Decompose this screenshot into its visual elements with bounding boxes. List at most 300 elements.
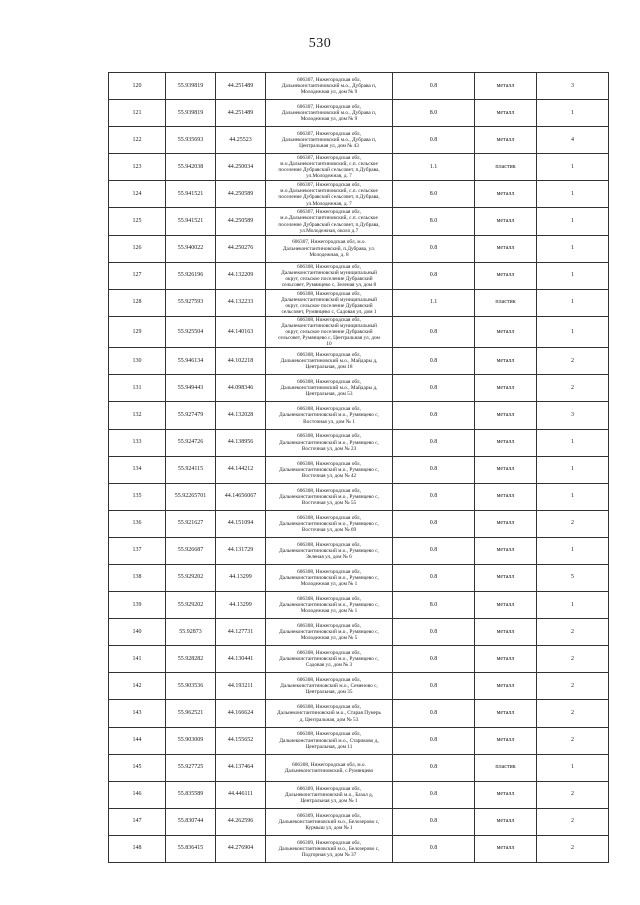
longitude-cell: 44.098346 bbox=[216, 375, 266, 402]
page-number: 530 bbox=[308, 36, 332, 51]
container-count-cell: 1 bbox=[537, 316, 609, 347]
address-line: Центральная, дом 11 bbox=[305, 743, 353, 750]
address-line: Молодежная ул, дом № 1 bbox=[300, 581, 358, 588]
address-line: м.о.Дальнеконстантиновский, с.п. сельское bbox=[280, 215, 378, 222]
table-row bbox=[109, 564, 609, 591]
latitude-cell: 55.929202 bbox=[166, 564, 216, 591]
latitude-cell: 55.835589 bbox=[166, 781, 216, 808]
row-number-cell: 127 bbox=[109, 262, 166, 289]
container-volume-cell: 0.8 bbox=[393, 510, 475, 537]
table-row bbox=[109, 181, 609, 208]
material-cell: металл bbox=[475, 510, 537, 537]
latitude-cell: 55.929202 bbox=[166, 592, 216, 619]
material-cell: металл bbox=[475, 208, 537, 235]
address-line: Центральная ул, дом № 1 bbox=[300, 797, 358, 804]
latitude-cell: 55.941521 bbox=[166, 181, 216, 208]
material-cell: металл bbox=[475, 402, 537, 429]
longitude-cell: 44.193211 bbox=[216, 673, 266, 700]
address-line: 606307, Нижегородская обл, bbox=[297, 131, 361, 138]
latitude-cell: 55.939819 bbox=[166, 73, 216, 100]
container-volume-cell: 0.8 bbox=[393, 619, 475, 646]
material-cell: металл bbox=[475, 127, 537, 154]
container-volume-cell: 0.8 bbox=[393, 73, 475, 100]
address-line: 606308, Нижегородская обл, bbox=[297, 352, 361, 359]
container-count-cell: 2 bbox=[537, 808, 609, 835]
container-volume-cell: 8.0 bbox=[393, 100, 475, 127]
container-volume-cell: 0.8 bbox=[393, 727, 475, 754]
address-line: округ, сельское поселение Дубравский bbox=[285, 329, 373, 335]
address-line: Дальнеконстантиновский м.о., Стариково д, bbox=[279, 737, 379, 744]
latitude-cell: 55.921627 bbox=[166, 510, 216, 537]
container-volume-cell: 0.8 bbox=[393, 673, 475, 700]
material-cell: металл bbox=[475, 375, 537, 402]
latitude-cell: 55.830744 bbox=[166, 808, 216, 835]
address-line: Центральная, дом 18 bbox=[305, 364, 353, 371]
address-cell bbox=[266, 348, 393, 375]
container-volume-cell: 0.8 bbox=[393, 402, 475, 429]
table-row bbox=[109, 154, 609, 181]
address-line: 606308, Нижегородская обл, bbox=[297, 379, 361, 386]
row-number-cell: 147 bbox=[109, 808, 166, 835]
container-count-cell: 2 bbox=[537, 781, 609, 808]
table-row bbox=[109, 402, 609, 429]
container-volume-cell: 8.0 bbox=[393, 592, 475, 619]
material-cell: металл bbox=[475, 646, 537, 673]
latitude-cell: 55.903536 bbox=[166, 673, 216, 700]
latitude-cell: 55.925504 bbox=[166, 316, 216, 347]
container-count-cell: 2 bbox=[537, 646, 609, 673]
container-volume-cell: 0.8 bbox=[393, 564, 475, 591]
row-number-cell: 139 bbox=[109, 592, 166, 619]
address-cell bbox=[266, 429, 393, 456]
latitude-cell: 55.939819 bbox=[166, 100, 216, 127]
address-line: Центральная, дом 35 bbox=[305, 689, 353, 696]
address-line: Дальнеконстантиновский м.о., Румянцево с, bbox=[279, 466, 379, 473]
address-line: Курмыш ул, дом № 1 bbox=[305, 824, 353, 831]
registry-body bbox=[109, 73, 609, 863]
longitude-cell: 44.144212 bbox=[216, 456, 266, 483]
address-line: 606308, Нижегородская обл, bbox=[297, 704, 361, 711]
latitude-cell: 55.92265701 bbox=[166, 483, 216, 510]
address-line: Садовая ул, дом № 3 bbox=[305, 662, 353, 669]
table-row bbox=[109, 700, 609, 727]
address-line: 606308, Нижегородская обл, bbox=[297, 568, 361, 575]
material-cell: металл bbox=[475, 348, 537, 375]
address-line: Молодежная ул, дом № 9 bbox=[300, 116, 358, 123]
container-volume-cell: 0.8 bbox=[393, 646, 475, 673]
longitude-cell: 44.132209 bbox=[216, 262, 266, 289]
container-volume-cell: 0.8 bbox=[393, 127, 475, 154]
address-line: 606308, Нижегородская обл, bbox=[297, 263, 361, 270]
row-number-cell: 144 bbox=[109, 727, 166, 754]
container-count-cell: 1 bbox=[537, 235, 609, 262]
material-cell: металл bbox=[475, 537, 537, 564]
container-volume-cell: 0.8 bbox=[393, 429, 475, 456]
address-line: поселение Дубравский сельсовет, п.Дубрава, bbox=[278, 221, 380, 228]
address-line: Дальнеконстантиновский м.о., Дубрава п, bbox=[281, 137, 377, 144]
address-line: 10 bbox=[326, 341, 332, 348]
address-cell bbox=[266, 154, 393, 181]
latitude-cell: 55.946134 bbox=[166, 348, 216, 375]
address-cell bbox=[266, 483, 393, 510]
table-row bbox=[109, 208, 609, 235]
latitude-cell: 55.924115 bbox=[166, 456, 216, 483]
container-volume-cell: 0.8 bbox=[393, 316, 475, 347]
longitude-cell: 44.250034 bbox=[216, 154, 266, 181]
row-number-cell: 122 bbox=[109, 127, 166, 154]
material-cell: металл bbox=[475, 781, 537, 808]
latitude-cell: 55.836415 bbox=[166, 835, 216, 862]
longitude-cell: 44.262596 bbox=[216, 808, 266, 835]
longitude-cell: 44.446111 bbox=[216, 781, 266, 808]
longitude-cell: 44.250276 bbox=[216, 235, 266, 262]
address-cell bbox=[266, 73, 393, 100]
table-row bbox=[109, 483, 609, 510]
latitude-cell: 55.926687 bbox=[166, 537, 216, 564]
address-line: 606308, Нижегородская обл, bbox=[297, 460, 361, 467]
latitude-cell: 55.941521 bbox=[166, 208, 216, 235]
row-number-cell: 126 bbox=[109, 235, 166, 262]
address-cell bbox=[266, 402, 393, 429]
address-line: Дальнеконстантиновский, с.Румянцево bbox=[284, 767, 374, 774]
address-line: Дальнеконстантиновский м.о., Базал д, bbox=[284, 791, 374, 798]
address-line: Подгорная ул, дом № 37 bbox=[301, 852, 357, 858]
address-cell bbox=[266, 808, 393, 835]
longitude-cell: 44.127731 bbox=[216, 619, 266, 646]
row-number-cell: 140 bbox=[109, 619, 166, 646]
address-line: Дальнеконстантиновский м.о., Семеново с, bbox=[280, 683, 378, 690]
longitude-cell: 44.132028 bbox=[216, 402, 266, 429]
address-cell bbox=[266, 646, 393, 673]
address-line: Дальнеконстантиновский м.о., Румянцево с, bbox=[279, 602, 379, 609]
material-cell: металл bbox=[475, 808, 537, 835]
address-cell bbox=[266, 100, 393, 127]
address-line: 606308, Нижегородская обл, bbox=[297, 677, 361, 684]
address-cell bbox=[266, 619, 393, 646]
latitude-cell: 55.928282 bbox=[166, 646, 216, 673]
address-line: Дальнеконстантиновский муниципальный bbox=[281, 269, 377, 276]
container-count-cell: 4 bbox=[537, 127, 609, 154]
container-count-cell: 2 bbox=[537, 673, 609, 700]
container-count-cell: 1 bbox=[537, 289, 609, 316]
table-row bbox=[109, 262, 609, 289]
container-count-cell: 2 bbox=[537, 619, 609, 646]
address-line: сельсовет, Румянцево с, Центральная ул, дом bbox=[278, 335, 380, 342]
longitude-cell: 44.138956 bbox=[216, 429, 266, 456]
table-row bbox=[109, 646, 609, 673]
container-count-cell: 2 bbox=[537, 348, 609, 375]
material-cell: металл bbox=[475, 673, 537, 700]
address-line: Восточная ул, дом № 42 bbox=[301, 472, 357, 479]
longitude-cell: 44.130441 bbox=[216, 646, 266, 673]
longitude-cell: 44.155652 bbox=[216, 727, 266, 754]
table-row bbox=[109, 835, 609, 862]
longitude-cell: 44.13299 bbox=[216, 592, 266, 619]
address-line: Дальнеконстантиновский м.о., Румянцево с, bbox=[279, 574, 379, 581]
latitude-cell: 55.927725 bbox=[166, 754, 216, 781]
row-number-cell: 138 bbox=[109, 564, 166, 591]
row-number-cell: 135 bbox=[109, 483, 166, 510]
longitude-cell: 44.250589 bbox=[216, 181, 266, 208]
table-row bbox=[109, 781, 609, 808]
material-cell: металл bbox=[475, 700, 537, 727]
address-cell bbox=[266, 262, 393, 289]
material-cell: металл bbox=[475, 835, 537, 862]
latitude-cell: 55.924726 bbox=[166, 429, 216, 456]
address-line: поселение Дубравский сельсовет, п.Дубрава, bbox=[278, 194, 380, 201]
material-cell: металл bbox=[475, 73, 537, 100]
address-line: Дальнеконстантиновский м.о., Белозерово с, bbox=[278, 845, 380, 852]
address-line: м.о.Дальнеконстантиновский, с.п. сельское bbox=[280, 161, 378, 168]
material-cell: металл bbox=[475, 483, 537, 510]
address-line: Зеленая ул, дом № 6 bbox=[306, 553, 352, 560]
row-number-cell: 124 bbox=[109, 181, 166, 208]
address-cell bbox=[266, 700, 393, 727]
longitude-cell: 44.14656067 bbox=[216, 483, 266, 510]
container-count-cell: 1 bbox=[537, 537, 609, 564]
material-cell: металл bbox=[475, 456, 537, 483]
latitude-cell: 55.940022 bbox=[166, 235, 216, 262]
table-row bbox=[109, 316, 609, 347]
container-count-cell: 1 bbox=[537, 262, 609, 289]
material-cell: металл bbox=[475, 564, 537, 591]
material-cell: пластик bbox=[475, 289, 537, 316]
table-row bbox=[109, 673, 609, 700]
longitude-cell: 44.25523 bbox=[216, 127, 266, 154]
material-cell: пластик bbox=[475, 754, 537, 781]
address-line: 606308, Нижегородская обл, bbox=[297, 406, 361, 413]
address-line: Восточная ул, дом № 55 bbox=[301, 499, 357, 506]
address-cell bbox=[266, 375, 393, 402]
container-count-cell: 2 bbox=[537, 510, 609, 537]
address-line: 606307, Нижегородская обл, м.о. bbox=[292, 239, 366, 246]
address-line: 606307, Нижегородская обл, bbox=[297, 155, 361, 162]
container-count-cell: 1 bbox=[537, 456, 609, 483]
address-line: Дальнеконстантиновский м.о., Дубрава п, bbox=[281, 83, 377, 89]
material-cell: металл bbox=[475, 262, 537, 289]
latitude-cell: 55.942038 bbox=[166, 154, 216, 181]
material-cell: металл bbox=[475, 727, 537, 754]
latitude-cell: 55.903009 bbox=[166, 727, 216, 754]
row-number-cell: 121 bbox=[109, 100, 166, 127]
table-row bbox=[109, 727, 609, 754]
container-count-cell: 1 bbox=[537, 429, 609, 456]
address-line: Восточная ул, дом № 23 bbox=[301, 445, 357, 452]
address-cell bbox=[266, 235, 393, 262]
longitude-cell: 44.132233 bbox=[216, 289, 266, 316]
address-line: 606308, Нижегородская обл, bbox=[297, 731, 361, 738]
address-line: 606308, Нижегородская обл, bbox=[297, 650, 361, 657]
container-volume-cell: 0.8 bbox=[393, 808, 475, 835]
address-line: 606308, Нижегородская обл, bbox=[297, 623, 361, 630]
address-cell bbox=[266, 727, 393, 754]
address-line: ул.Молодежная, около д.7 bbox=[299, 227, 359, 234]
row-number-cell: 146 bbox=[109, 781, 166, 808]
address-line: Дальнеконстантиновский м.о., Румянцево с, bbox=[279, 493, 379, 500]
address-line: Дальнеконстантиновский муниципальный bbox=[281, 296, 377, 303]
address-line: Дальнеконстантиновский м.о., Румянцево с, bbox=[279, 629, 379, 636]
address-line: Дальнеконстантиновский м.о., Румянцево с, bbox=[279, 520, 379, 527]
row-number-cell: 131 bbox=[109, 375, 166, 402]
longitude-cell: 44.151094 bbox=[216, 510, 266, 537]
container-volume-cell: 0.8 bbox=[393, 235, 475, 262]
container-count-cell: 1 bbox=[537, 592, 609, 619]
container-count-cell: 1 bbox=[537, 754, 609, 781]
container-volume-cell: 0.8 bbox=[393, 700, 475, 727]
container-count-cell: 2 bbox=[537, 700, 609, 727]
address-cell bbox=[266, 181, 393, 208]
address-line: 606308, Нижегородская обл, м.о. bbox=[292, 761, 366, 768]
address-line: Дальнеконстантиновский муниципальный bbox=[281, 322, 377, 329]
container-count-cell: 1 bbox=[537, 208, 609, 235]
table-row bbox=[109, 429, 609, 456]
container-volume-cell: 0.8 bbox=[393, 835, 475, 862]
table-row bbox=[109, 127, 609, 154]
address-cell bbox=[266, 835, 393, 862]
table-row bbox=[109, 510, 609, 537]
address-line: Дальнеконстантиновский м.о., Румянцево с, bbox=[279, 656, 379, 663]
row-number-cell: 133 bbox=[109, 429, 166, 456]
table-row bbox=[109, 73, 609, 100]
address-line: Дальнеконстантиновский м.о., Майдары д, bbox=[280, 358, 378, 365]
address-cell bbox=[266, 673, 393, 700]
address-cell bbox=[266, 127, 393, 154]
table-row bbox=[109, 537, 609, 564]
longitude-cell: 44.251489 bbox=[216, 100, 266, 127]
container-volume-cell: 0.8 bbox=[393, 483, 475, 510]
table-row bbox=[109, 754, 609, 781]
row-number-cell: 130 bbox=[109, 348, 166, 375]
address-line: Дальнеконстантиновский м.о., Белозерово с, bbox=[278, 818, 380, 825]
table-row bbox=[109, 592, 609, 619]
longitude-cell: 44.131729 bbox=[216, 537, 266, 564]
address-line: 606308, Нижегородская обл, bbox=[297, 433, 361, 440]
address-cell bbox=[266, 456, 393, 483]
material-cell: металл bbox=[475, 316, 537, 347]
longitude-cell: 44.13299 bbox=[216, 564, 266, 591]
material-cell: металл bbox=[475, 592, 537, 619]
address-line: Восточная ул, дом № 1 bbox=[303, 418, 355, 425]
address-line: Центральная ул, дом № 43 bbox=[299, 143, 359, 150]
address-line: 606309, Нижегородская обл, bbox=[297, 839, 361, 846]
longitude-cell: 44.166624 bbox=[216, 700, 266, 727]
address-line: поселение Дубравский сельсовет, п.Дубрава, bbox=[278, 167, 380, 174]
address-line: 606309, Нижегородская обл, bbox=[297, 785, 361, 792]
longitude-cell: 44.102218 bbox=[216, 348, 266, 375]
address-cell bbox=[266, 781, 393, 808]
container-count-cell: 1 bbox=[537, 181, 609, 208]
longitude-cell: 44.276904 bbox=[216, 835, 266, 862]
table-row bbox=[109, 456, 609, 483]
longitude-cell: 44.140163 bbox=[216, 316, 266, 347]
container-volume-cell: 0.8 bbox=[393, 456, 475, 483]
address-line: Дальнеконстантиновский м.о., Дубрава п, bbox=[281, 110, 377, 117]
container-volume-cell: 8.0 bbox=[393, 208, 475, 235]
container-count-cell: 1 bbox=[537, 154, 609, 181]
row-number-cell: 134 bbox=[109, 456, 166, 483]
address-line: Дальнеконстантиновский м.о., Румянцево с, bbox=[279, 439, 379, 446]
longitude-cell: 44.251489 bbox=[216, 73, 266, 100]
row-number-cell: 141 bbox=[109, 646, 166, 673]
address-line: ул.Молодежная, д. 7 bbox=[306, 173, 352, 180]
address-cell bbox=[266, 592, 393, 619]
material-cell: пластик bbox=[475, 154, 537, 181]
container-count-cell: 1 bbox=[537, 483, 609, 510]
address-cell bbox=[266, 564, 393, 591]
address-line: Молодежная ул, дом № 5 bbox=[300, 635, 358, 642]
material-cell: металл bbox=[475, 429, 537, 456]
row-number-cell: 128 bbox=[109, 289, 166, 316]
material-cell: металл bbox=[475, 181, 537, 208]
address-line: Дальнеконстантиновский м.о., Майдары д, bbox=[280, 385, 378, 392]
container-count-cell: 3 bbox=[537, 73, 609, 100]
row-number-cell: 148 bbox=[109, 835, 166, 862]
container-count-cell: 5 bbox=[537, 564, 609, 591]
address-line: Молодежная ул, дом № 1 bbox=[300, 608, 358, 615]
container-count-cell: 2 bbox=[537, 727, 609, 754]
material-cell: металл bbox=[475, 100, 537, 127]
address-line: 606308, Нижегородская обл, bbox=[297, 316, 361, 323]
latitude-cell: 55.962521 bbox=[166, 700, 216, 727]
address-line: округ, сельское поселение Дубравский bbox=[285, 302, 373, 309]
material-cell: металл bbox=[475, 235, 537, 262]
table-row bbox=[109, 289, 609, 316]
latitude-cell: 55.949443 bbox=[166, 375, 216, 402]
table-row bbox=[109, 235, 609, 262]
waste-site-registry-table bbox=[108, 72, 609, 863]
container-count-cell: 2 bbox=[537, 375, 609, 402]
row-number-cell: 136 bbox=[109, 510, 166, 537]
container-volume-cell: 0.8 bbox=[393, 781, 475, 808]
address-line: 606307, Нижегородская обл, bbox=[297, 104, 361, 111]
latitude-cell: 55.927479 bbox=[166, 402, 216, 429]
latitude-cell: 55.926196 bbox=[166, 262, 216, 289]
address-cell bbox=[266, 316, 393, 347]
material-cell: металл bbox=[475, 619, 537, 646]
address-cell bbox=[266, 289, 393, 316]
address-line: м.о.Дальнеконстантиновский, с.п. сельское bbox=[280, 188, 378, 195]
row-number-cell: 125 bbox=[109, 208, 166, 235]
latitude-cell: 55.935693 bbox=[166, 127, 216, 154]
table-row bbox=[109, 100, 609, 127]
container-volume-cell: 1.1 bbox=[393, 154, 475, 181]
address-line: ул.Молодежная, д. 7 bbox=[306, 200, 352, 207]
row-number-cell: 129 bbox=[109, 316, 166, 347]
longitude-cell: 44.137464 bbox=[216, 754, 266, 781]
address-line: Дальнеконстантиновский, п.Дубрава, ул. bbox=[282, 245, 376, 252]
table-row bbox=[109, 808, 609, 835]
row-number-cell: 120 bbox=[109, 73, 166, 100]
container-volume-cell: 8.0 bbox=[393, 181, 475, 208]
address-cell bbox=[266, 537, 393, 564]
address-line: Дальнеконстантиновский м.о., Румянцево с, bbox=[279, 412, 379, 419]
address-line: 606308, Нижегородская обл, bbox=[297, 541, 361, 548]
address-line: 606308, Нижегородская обл, bbox=[297, 596, 361, 602]
longitude-cell: 44.250589 bbox=[216, 208, 266, 235]
container-volume-cell: 0.8 bbox=[393, 375, 475, 402]
address-line: д, Центральная, дом № 53 bbox=[299, 716, 359, 723]
address-line: округ, сельское поселение Дубравский bbox=[285, 275, 373, 282]
address-line: Дальнеконстантиновский м.о., Старая Пунерь bbox=[277, 710, 381, 717]
row-number-cell: 143 bbox=[109, 700, 166, 727]
container-volume-cell: 0.8 bbox=[393, 348, 475, 375]
address-line: 606307, Нижегородская обл, bbox=[297, 76, 361, 83]
container-count-cell: 2 bbox=[537, 835, 609, 862]
table-row bbox=[109, 348, 609, 375]
address-line: 606309, Нижегородская обл, bbox=[297, 812, 361, 819]
table-row bbox=[109, 375, 609, 402]
address-cell bbox=[266, 754, 393, 781]
